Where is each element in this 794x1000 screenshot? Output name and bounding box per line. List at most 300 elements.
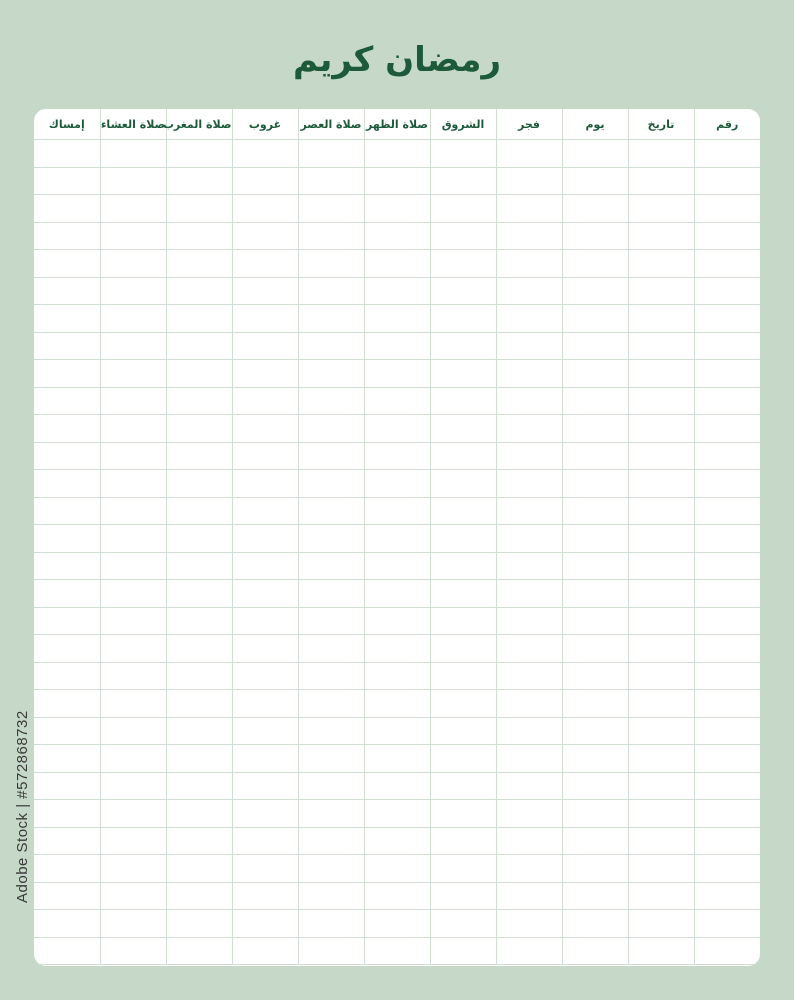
table-cell[interactable]: [364, 140, 430, 168]
table-cell[interactable]: [562, 525, 628, 553]
table-cell[interactable]: [166, 140, 232, 168]
table-cell[interactable]: [562, 140, 628, 168]
table-cell[interactable]: [100, 910, 166, 938]
table-cell[interactable]: [430, 662, 496, 690]
table-cell[interactable]: [232, 250, 298, 278]
table-cell[interactable]: [562, 580, 628, 608]
table-cell[interactable]: [34, 415, 100, 443]
table-cell[interactable]: [496, 470, 562, 498]
table-cell[interactable]: [166, 442, 232, 470]
table-cell[interactable]: [628, 662, 694, 690]
table-cell[interactable]: [100, 525, 166, 553]
table-cell[interactable]: [298, 222, 364, 250]
table-cell[interactable]: [628, 497, 694, 525]
table-cell[interactable]: [34, 525, 100, 553]
table-cell[interactable]: [298, 470, 364, 498]
table-cell[interactable]: [166, 772, 232, 800]
table-cell[interactable]: [562, 635, 628, 663]
table-cell[interactable]: [496, 607, 562, 635]
table-cell[interactable]: [34, 827, 100, 855]
table-cell[interactable]: [694, 937, 760, 965]
table-cell[interactable]: [694, 250, 760, 278]
table-cell[interactable]: [232, 525, 298, 553]
table-cell[interactable]: [430, 827, 496, 855]
table-cell[interactable]: [364, 910, 430, 938]
table-cell[interactable]: [298, 745, 364, 773]
table-cell[interactable]: [34, 250, 100, 278]
table-cell[interactable]: [496, 772, 562, 800]
table-cell[interactable]: [232, 387, 298, 415]
table-cell[interactable]: [34, 937, 100, 965]
table-cell[interactable]: [166, 222, 232, 250]
table-cell[interactable]: [298, 580, 364, 608]
table-cell[interactable]: [694, 387, 760, 415]
table-cell[interactable]: [628, 415, 694, 443]
table-cell[interactable]: [298, 387, 364, 415]
table-cell[interactable]: [100, 167, 166, 195]
table-cell[interactable]: [628, 580, 694, 608]
table-cell[interactable]: [364, 332, 430, 360]
table-cell[interactable]: [364, 745, 430, 773]
table-cell[interactable]: [628, 800, 694, 828]
table-cell[interactable]: [34, 745, 100, 773]
table-cell[interactable]: [166, 855, 232, 883]
table-cell[interactable]: [232, 497, 298, 525]
table-cell[interactable]: [430, 745, 496, 773]
table-cell[interactable]: [496, 387, 562, 415]
table-cell[interactable]: [166, 607, 232, 635]
table-cell[interactable]: [694, 332, 760, 360]
table-cell[interactable]: [364, 470, 430, 498]
table-cell[interactable]: [430, 937, 496, 965]
table-cell[interactable]: [298, 552, 364, 580]
table-cell[interactable]: [628, 360, 694, 388]
table-cell[interactable]: [562, 250, 628, 278]
table-cell[interactable]: [430, 800, 496, 828]
table-cell[interactable]: [430, 607, 496, 635]
table-cell[interactable]: [232, 140, 298, 168]
table-cell[interactable]: [100, 250, 166, 278]
table-cell[interactable]: [100, 580, 166, 608]
table-cell[interactable]: [430, 167, 496, 195]
table-cell[interactable]: [496, 580, 562, 608]
table-cell[interactable]: [694, 525, 760, 553]
table-cell[interactable]: [694, 717, 760, 745]
table-cell[interactable]: [628, 442, 694, 470]
table-cell[interactable]: [562, 360, 628, 388]
table-cell[interactable]: [496, 552, 562, 580]
table-cell[interactable]: [100, 360, 166, 388]
table-cell[interactable]: [694, 442, 760, 470]
table-cell[interactable]: [430, 222, 496, 250]
table-cell[interactable]: [232, 442, 298, 470]
table-cell[interactable]: [34, 470, 100, 498]
table-cell[interactable]: [100, 442, 166, 470]
table-cell[interactable]: [694, 635, 760, 663]
table-cell[interactable]: [298, 910, 364, 938]
table-cell[interactable]: [232, 937, 298, 965]
table-cell[interactable]: [232, 662, 298, 690]
table-cell[interactable]: [562, 662, 628, 690]
table-cell[interactable]: [34, 580, 100, 608]
table-cell[interactable]: [34, 305, 100, 333]
table-cell[interactable]: [628, 552, 694, 580]
table-cell[interactable]: [232, 635, 298, 663]
table-cell[interactable]: [430, 332, 496, 360]
table-cell[interactable]: [298, 772, 364, 800]
table-cell[interactable]: [694, 277, 760, 305]
table-cell[interactable]: [100, 855, 166, 883]
table-cell[interactable]: [628, 607, 694, 635]
table-cell[interactable]: [430, 360, 496, 388]
table-cell[interactable]: [628, 195, 694, 223]
table-cell[interactable]: [232, 745, 298, 773]
table-cell[interactable]: [100, 635, 166, 663]
table-cell[interactable]: [364, 717, 430, 745]
table-cell[interactable]: [694, 195, 760, 223]
table-cell[interactable]: [496, 195, 562, 223]
table-cell[interactable]: [694, 607, 760, 635]
table-cell[interactable]: [232, 305, 298, 333]
table-cell[interactable]: [430, 415, 496, 443]
table-cell[interactable]: [364, 882, 430, 910]
table-cell[interactable]: [562, 937, 628, 965]
table-cell[interactable]: [166, 662, 232, 690]
table-cell[interactable]: [628, 937, 694, 965]
table-cell[interactable]: [562, 497, 628, 525]
table-cell[interactable]: [298, 882, 364, 910]
table-cell[interactable]: [694, 827, 760, 855]
table-cell[interactable]: [100, 552, 166, 580]
table-cell[interactable]: [430, 277, 496, 305]
table-cell[interactable]: [364, 800, 430, 828]
table-cell[interactable]: [430, 690, 496, 718]
table-cell[interactable]: [100, 305, 166, 333]
table-cell[interactable]: [34, 277, 100, 305]
table-cell[interactable]: [100, 717, 166, 745]
table-cell[interactable]: [166, 745, 232, 773]
table-cell[interactable]: [430, 305, 496, 333]
table-cell[interactable]: [694, 415, 760, 443]
table-cell[interactable]: [298, 195, 364, 223]
table-cell[interactable]: [166, 910, 232, 938]
table-cell[interactable]: [430, 497, 496, 525]
table-cell[interactable]: [364, 250, 430, 278]
table-cell[interactable]: [232, 360, 298, 388]
table-cell[interactable]: [496, 690, 562, 718]
table-cell[interactable]: [100, 882, 166, 910]
table-cell[interactable]: [628, 222, 694, 250]
table-cell[interactable]: [364, 360, 430, 388]
table-cell[interactable]: [166, 580, 232, 608]
table-cell[interactable]: [628, 635, 694, 663]
table-cell[interactable]: [298, 937, 364, 965]
table-cell[interactable]: [694, 662, 760, 690]
table-cell[interactable]: [628, 470, 694, 498]
table-cell[interactable]: [496, 937, 562, 965]
table-cell[interactable]: [562, 442, 628, 470]
table-cell[interactable]: [166, 387, 232, 415]
table-cell[interactable]: [562, 552, 628, 580]
table-cell[interactable]: [34, 690, 100, 718]
table-cell[interactable]: [694, 552, 760, 580]
table-cell[interactable]: [496, 360, 562, 388]
table-cell[interactable]: [430, 855, 496, 883]
table-cell[interactable]: [694, 360, 760, 388]
table-cell[interactable]: [34, 497, 100, 525]
table-cell[interactable]: [166, 552, 232, 580]
table-cell[interactable]: [232, 717, 298, 745]
table-cell[interactable]: [694, 167, 760, 195]
table-cell[interactable]: [496, 415, 562, 443]
table-cell[interactable]: [628, 305, 694, 333]
table-cell[interactable]: [628, 772, 694, 800]
table-cell[interactable]: [628, 882, 694, 910]
table-cell[interactable]: [100, 277, 166, 305]
table-cell[interactable]: [628, 277, 694, 305]
table-cell[interactable]: [34, 717, 100, 745]
table-cell[interactable]: [232, 415, 298, 443]
table-cell[interactable]: [298, 415, 364, 443]
table-cell[interactable]: [694, 882, 760, 910]
table-cell[interactable]: [562, 195, 628, 223]
table-cell[interactable]: [496, 635, 562, 663]
table-cell[interactable]: [166, 827, 232, 855]
table-cell[interactable]: [364, 580, 430, 608]
table-cell[interactable]: [34, 140, 100, 168]
table-cell[interactable]: [496, 910, 562, 938]
table-cell[interactable]: [232, 332, 298, 360]
table-cell[interactable]: [562, 717, 628, 745]
table-cell[interactable]: [232, 910, 298, 938]
table-cell[interactable]: [628, 332, 694, 360]
table-cell[interactable]: [628, 717, 694, 745]
table-cell[interactable]: [166, 525, 232, 553]
table-cell[interactable]: [100, 690, 166, 718]
table-cell[interactable]: [34, 855, 100, 883]
table-cell[interactable]: [562, 827, 628, 855]
table-cell[interactable]: [364, 442, 430, 470]
table-cell[interactable]: [232, 277, 298, 305]
table-cell[interactable]: [232, 222, 298, 250]
table-cell[interactable]: [562, 745, 628, 773]
table-cell[interactable]: [496, 305, 562, 333]
table-cell[interactable]: [364, 855, 430, 883]
table-cell[interactable]: [496, 250, 562, 278]
table-cell[interactable]: [232, 772, 298, 800]
table-cell[interactable]: [694, 470, 760, 498]
table-cell[interactable]: [562, 910, 628, 938]
table-cell[interactable]: [628, 745, 694, 773]
table-cell[interactable]: [100, 140, 166, 168]
table-cell[interactable]: [562, 387, 628, 415]
table-cell[interactable]: [34, 332, 100, 360]
table-cell[interactable]: [496, 167, 562, 195]
table-cell[interactable]: [562, 222, 628, 250]
table-cell[interactable]: [364, 415, 430, 443]
table-cell[interactable]: [298, 607, 364, 635]
table-cell[interactable]: [100, 772, 166, 800]
table-cell[interactable]: [166, 470, 232, 498]
table-cell[interactable]: [166, 195, 232, 223]
table-cell[interactable]: [298, 800, 364, 828]
table-cell[interactable]: [100, 387, 166, 415]
table-cell[interactable]: [694, 910, 760, 938]
table-cell[interactable]: [694, 772, 760, 800]
table-cell[interactable]: [364, 525, 430, 553]
table-cell[interactable]: [364, 387, 430, 415]
table-cell[interactable]: [628, 387, 694, 415]
table-cell[interactable]: [364, 937, 430, 965]
table-cell[interactable]: [166, 937, 232, 965]
table-cell[interactable]: [298, 140, 364, 168]
table-cell[interactable]: [562, 277, 628, 305]
table-cell[interactable]: [628, 167, 694, 195]
table-cell[interactable]: [166, 277, 232, 305]
table-cell[interactable]: [232, 195, 298, 223]
table-cell[interactable]: [34, 662, 100, 690]
table-cell[interactable]: [166, 800, 232, 828]
table-cell[interactable]: [430, 250, 496, 278]
table-cell[interactable]: [496, 332, 562, 360]
table-cell[interactable]: [100, 470, 166, 498]
table-cell[interactable]: [694, 855, 760, 883]
table-cell[interactable]: [430, 470, 496, 498]
table-cell[interactable]: [34, 552, 100, 580]
table-cell[interactable]: [430, 717, 496, 745]
table-cell[interactable]: [496, 140, 562, 168]
table-cell[interactable]: [496, 277, 562, 305]
table-cell[interactable]: [298, 250, 364, 278]
table-cell[interactable]: [298, 442, 364, 470]
table-cell[interactable]: [34, 635, 100, 663]
table-cell[interactable]: [430, 140, 496, 168]
table-cell[interactable]: [496, 497, 562, 525]
table-cell[interactable]: [628, 827, 694, 855]
table-cell[interactable]: [562, 690, 628, 718]
table-cell[interactable]: [232, 607, 298, 635]
table-cell[interactable]: [562, 415, 628, 443]
table-cell[interactable]: [232, 800, 298, 828]
table-cell[interactable]: [628, 250, 694, 278]
table-cell[interactable]: [364, 635, 430, 663]
table-cell[interactable]: [364, 552, 430, 580]
table-cell[interactable]: [364, 222, 430, 250]
table-cell[interactable]: [100, 222, 166, 250]
table-cell[interactable]: [100, 745, 166, 773]
table-cell[interactable]: [496, 800, 562, 828]
table-cell[interactable]: [562, 607, 628, 635]
table-cell[interactable]: [34, 772, 100, 800]
table-cell[interactable]: [232, 580, 298, 608]
table-cell[interactable]: [430, 195, 496, 223]
table-cell[interactable]: [496, 525, 562, 553]
table-cell[interactable]: [100, 195, 166, 223]
table-cell[interactable]: [298, 855, 364, 883]
table-cell[interactable]: [298, 497, 364, 525]
table-cell[interactable]: [166, 717, 232, 745]
table-cell[interactable]: [232, 690, 298, 718]
table-cell[interactable]: [496, 717, 562, 745]
table-cell[interactable]: [298, 332, 364, 360]
table-cell[interactable]: [166, 497, 232, 525]
table-cell[interactable]: [100, 415, 166, 443]
table-cell[interactable]: [298, 635, 364, 663]
table-cell[interactable]: [628, 855, 694, 883]
table-cell[interactable]: [364, 195, 430, 223]
table-cell[interactable]: [232, 882, 298, 910]
table-cell[interactable]: [496, 827, 562, 855]
table-cell[interactable]: [298, 662, 364, 690]
table-cell[interactable]: [166, 167, 232, 195]
table-cell[interactable]: [34, 222, 100, 250]
table-cell[interactable]: [166, 415, 232, 443]
table-cell[interactable]: [628, 910, 694, 938]
table-cell[interactable]: [430, 387, 496, 415]
table-cell[interactable]: [34, 387, 100, 415]
table-cell[interactable]: [232, 167, 298, 195]
table-cell[interactable]: [100, 332, 166, 360]
table-cell[interactable]: [34, 195, 100, 223]
table-cell[interactable]: [694, 222, 760, 250]
table-cell[interactable]: [694, 580, 760, 608]
table-cell[interactable]: [430, 525, 496, 553]
table-cell[interactable]: [232, 827, 298, 855]
table-cell[interactable]: [298, 717, 364, 745]
table-cell[interactable]: [364, 497, 430, 525]
table-cell[interactable]: [430, 552, 496, 580]
table-cell[interactable]: [628, 140, 694, 168]
table-cell[interactable]: [100, 662, 166, 690]
table-cell[interactable]: [496, 855, 562, 883]
table-cell[interactable]: [562, 332, 628, 360]
table-cell[interactable]: [430, 635, 496, 663]
table-cell[interactable]: [562, 305, 628, 333]
table-cell[interactable]: [166, 882, 232, 910]
table-cell[interactable]: [694, 140, 760, 168]
table-cell[interactable]: [298, 277, 364, 305]
table-cell[interactable]: [298, 690, 364, 718]
table-cell[interactable]: [166, 360, 232, 388]
table-cell[interactable]: [34, 167, 100, 195]
table-cell[interactable]: [166, 332, 232, 360]
table-cell[interactable]: [496, 745, 562, 773]
table-cell[interactable]: [298, 360, 364, 388]
table-cell[interactable]: [34, 882, 100, 910]
table-cell[interactable]: [34, 442, 100, 470]
table-cell[interactable]: [430, 580, 496, 608]
table-cell[interactable]: [364, 827, 430, 855]
table-cell[interactable]: [496, 442, 562, 470]
table-cell[interactable]: [496, 222, 562, 250]
table-cell[interactable]: [694, 800, 760, 828]
table-cell[interactable]: [430, 772, 496, 800]
table-cell[interactable]: [100, 800, 166, 828]
table-cell[interactable]: [562, 470, 628, 498]
table-cell[interactable]: [100, 827, 166, 855]
table-cell[interactable]: [694, 745, 760, 773]
table-cell[interactable]: [166, 250, 232, 278]
table-cell[interactable]: [34, 910, 100, 938]
table-cell[interactable]: [298, 305, 364, 333]
table-cell[interactable]: [364, 277, 430, 305]
table-cell[interactable]: [496, 662, 562, 690]
table-cell[interactable]: [232, 855, 298, 883]
table-cell[interactable]: [628, 690, 694, 718]
table-cell[interactable]: [100, 607, 166, 635]
table-cell[interactable]: [34, 360, 100, 388]
table-cell[interactable]: [694, 690, 760, 718]
